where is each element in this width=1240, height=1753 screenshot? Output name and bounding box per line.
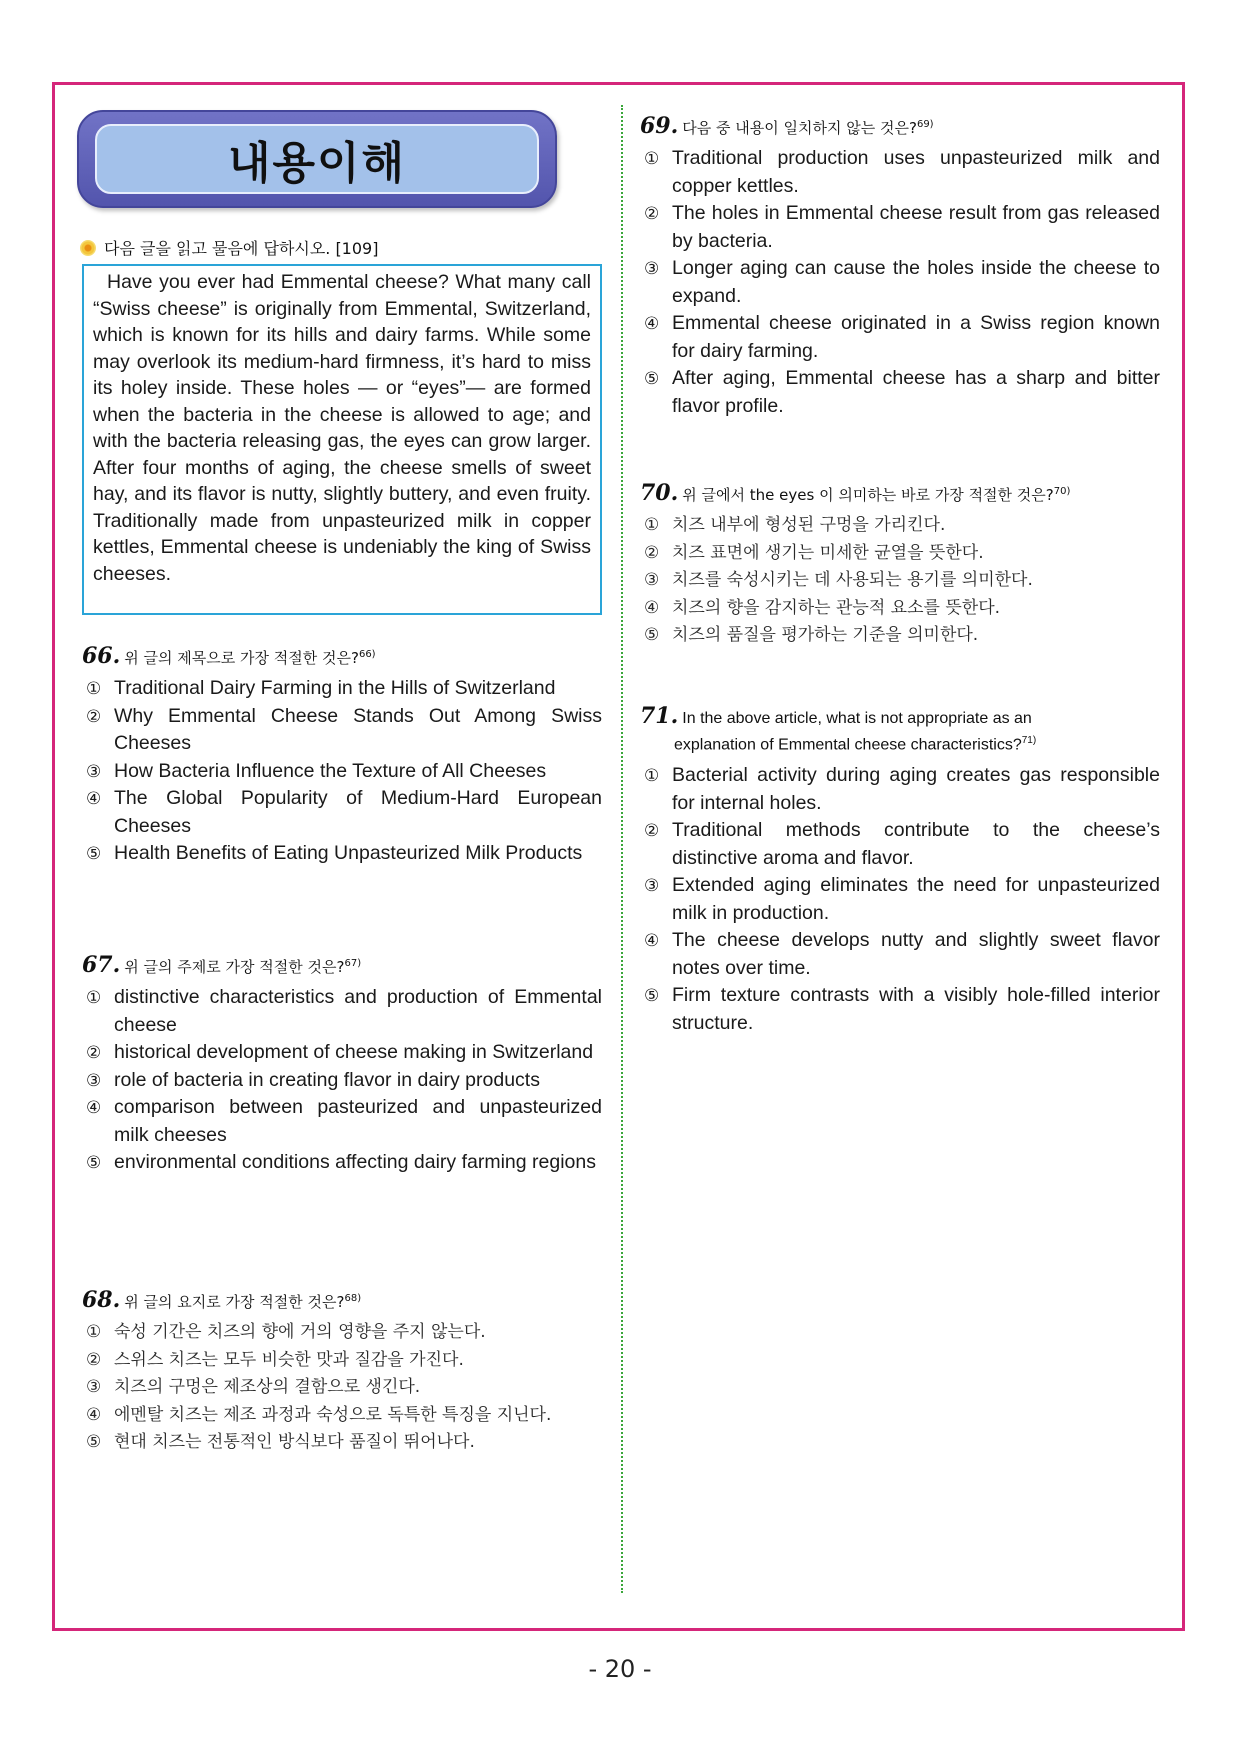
option-marker: ⑤ <box>86 1432 102 1452</box>
option-marker: ⑤ <box>644 369 660 388</box>
option-list <box>82 675 602 868</box>
page-number: - 20 - <box>588 1655 652 1683</box>
section-title-badge <box>77 110 557 208</box>
option-text: How Bacteria Influence the Texture of All Cheeses <box>114 759 547 782</box>
option-text: 치즈의 향을 감지하는 관능적 요소를 뜻한다. <box>672 597 1001 618</box>
option-2[interactable] <box>82 1039 602 1067</box>
footnote-ref: 66) <box>358 649 376 660</box>
question-number: 68. <box>82 1287 121 1313</box>
question-69 <box>640 113 1160 420</box>
question-header <box>640 113 1160 139</box>
option-5[interactable] <box>82 1149 602 1177</box>
option-marker: ⑤ <box>86 844 102 863</box>
option-text: Longer aging can cause the holes inside the cheese to expand. <box>672 257 1160 307</box>
option-list <box>82 984 602 1177</box>
section-title-inner <box>95 124 539 194</box>
option-marker: ③ <box>644 570 660 590</box>
footnote-ref: 70) <box>1053 486 1071 497</box>
option-marker: ② <box>86 706 102 726</box>
option-text: distinctive characteristics and production of Emmental cheese <box>114 986 602 1036</box>
question-header <box>82 1287 602 1313</box>
option-marker: ② <box>86 1349 102 1370</box>
option-2[interactable] <box>82 703 602 758</box>
option-marker: ③ <box>644 876 660 896</box>
option-text: 치즈의 품질을 평가하는 기준을 의미한다. <box>672 625 979 645</box>
instruction-line <box>80 236 378 259</box>
option-text: Bacterial activity during aging creates gas responsible for internal holes. <box>672 764 1160 814</box>
option-list <box>640 762 1160 1037</box>
option-4[interactable] <box>82 1094 602 1149</box>
option-5[interactable] <box>640 982 1160 1037</box>
question-68 <box>82 1287 602 1457</box>
option-3[interactable] <box>82 1067 602 1095</box>
option-text: historical development of cheese making in Switzerland <box>114 1041 594 1063</box>
option-marker: ① <box>644 766 660 786</box>
option-3[interactable] <box>640 567 1160 595</box>
option-4[interactable] <box>640 927 1160 982</box>
option-1[interactable] <box>82 1319 602 1347</box>
option-text: 에멘탈 치즈는 제조 과정과 숙성으로 독특한 특징을 지닌다. <box>114 1404 552 1425</box>
option-marker: ② <box>644 542 660 563</box>
reading-passage <box>82 264 602 615</box>
option-text: 숙성 기간은 치즈의 향에 거의 영향을 주지 않는다. <box>114 1322 486 1342</box>
option-marker: ① <box>644 149 660 168</box>
option-text: The Global Popularity of Medium-Hard European Cheeses <box>114 787 602 837</box>
section-title: 내용이해 <box>227 138 406 189</box>
option-text: 치즈 표면에 생기는 미세한 균열을 뜻한다. <box>672 542 984 563</box>
option-list <box>640 512 1160 650</box>
option-marker: ③ <box>86 761 102 781</box>
option-marker: ③ <box>644 259 660 278</box>
option-marker: ③ <box>86 1377 102 1397</box>
option-text: comparison between pasteurized and unpasteurized milk cheeses <box>114 1096 602 1146</box>
option-marker: ① <box>86 1322 102 1342</box>
question-header <box>640 705 1160 756</box>
option-text: Traditional production uses unpasteurized milk and copper kettles. <box>672 147 1160 197</box>
option-1[interactable] <box>640 762 1160 817</box>
option-2[interactable] <box>640 200 1160 255</box>
question-71 <box>640 705 1160 1037</box>
option-5[interactable] <box>82 840 602 868</box>
option-marker: ② <box>644 204 660 223</box>
option-text: 치즈를 숙성시키는 데 사용되는 용기를 의미한다. <box>672 570 1033 590</box>
option-marker: ① <box>86 988 102 1007</box>
question-header <box>82 952 602 978</box>
option-3[interactable] <box>640 872 1160 927</box>
option-marker: ② <box>644 821 660 841</box>
column-divider <box>621 105 623 1593</box>
question-number: 71. <box>640 703 679 729</box>
question-prompt: 다음 중 내용이 일치하지 않는 것은? <box>682 119 917 137</box>
option-text: Traditional methods contribute to the cheese’s distinctive aroma and flavor. <box>672 819 1160 869</box>
option-5[interactable] <box>82 1429 602 1457</box>
footnote-ref: 69) <box>916 119 934 130</box>
option-text: The cheese develops nutty and slightly sweet flavor notes over time. <box>672 929 1160 979</box>
option-1[interactable] <box>640 512 1160 540</box>
option-text: role of bacteria in creating flavor in dairy products <box>114 1068 540 1091</box>
footnote-ref: 68) <box>344 1293 362 1304</box>
option-text: 치즈의 구멍은 제조상의 결함으로 생긴다. <box>114 1377 421 1397</box>
option-3[interactable] <box>640 255 1160 310</box>
question-67 <box>82 952 602 1177</box>
option-5[interactable] <box>640 365 1160 420</box>
question-header <box>82 643 602 669</box>
option-marker: ④ <box>86 1404 102 1425</box>
option-2[interactable] <box>82 1347 602 1375</box>
option-marker: ⑤ <box>644 625 660 645</box>
option-text: Emmental cheese originated in a Swiss region known for dairy farming. <box>672 312 1160 362</box>
question-prompt: 위 글에서 the eyes 이 의미하는 바로 가장 적절한 것은? <box>682 486 1054 504</box>
option-3[interactable] <box>82 758 602 786</box>
option-text: Health Benefits of Eating Unpasteurized Milk Products <box>114 842 583 864</box>
question-prompt: In the above article, what is not appropriate as an <box>682 710 1032 727</box>
option-text: 치즈 내부에 형성된 구멍을 가리킨다. <box>672 515 946 535</box>
option-text: Firm texture contrasts with a visibly hole-filled interior structure. <box>672 984 1160 1034</box>
option-3[interactable] <box>82 1374 602 1402</box>
question-number: 69. <box>640 113 679 139</box>
instruction-text: 다음 글을 읽고 물음에 답하시오. [109] <box>104 239 379 258</box>
footnote-ref: 67) <box>344 958 362 969</box>
option-text: After aging, Emmental cheese has a sharp and bitter flavor profile. <box>672 367 1160 417</box>
option-marker: ④ <box>644 931 660 951</box>
footnote-ref: 71) <box>1021 735 1037 746</box>
option-marker: ① <box>644 515 660 535</box>
option-5[interactable] <box>640 622 1160 650</box>
option-4[interactable] <box>640 595 1160 623</box>
option-text: Extended aging eliminates the need for unpasteurized milk in production. <box>672 874 1160 924</box>
option-1[interactable] <box>82 984 602 1039</box>
option-marker: ③ <box>86 1070 102 1090</box>
question-number: 67. <box>82 952 121 978</box>
question-prompt: 위 글의 요지로 가장 적절한 것은? <box>124 1293 345 1311</box>
option-text: 스위스 치즈는 모두 비슷한 맛과 질감을 가진다. <box>114 1349 464 1370</box>
option-text: Why Emmental Cheese Stands Out Among Swiss Cheeses <box>114 704 602 754</box>
option-marker: ① <box>86 679 102 698</box>
option-marker: ④ <box>644 597 660 618</box>
option-marker: ④ <box>644 314 660 333</box>
flower-icon <box>80 240 96 256</box>
option-list <box>640 145 1160 420</box>
option-marker: ④ <box>86 789 102 808</box>
option-text: 현대 치즈는 전통적인 방식보다 품질이 뛰어나다. <box>114 1432 475 1452</box>
passage-text: Have you ever had Emmental cheese? What many call “Swiss cheese” is originally from Emmental, Switzerland, which is known for its hills and dairy farms. While some may overlook its medium-hard firmness, it’s hard to miss its holey inside. These holes — or “eyes”— are formed when the bacteria in the cheese is allowed to age; and with the bacteria releasing gas, the eyes can grow larger. After four months of aging, the cheese smells of sweet hay, and its flavor is nutty, slightly buttery, and even fruity. Traditionally made from unpasteurized milk in copper kettles, Emmental cheese is undeniably the king of Swiss cheeses. <box>93 271 591 585</box>
question-prompt: 위 글의 제목으로 가장 적절한 것은? <box>124 649 359 667</box>
option-1[interactable] <box>640 145 1160 200</box>
option-text: environmental conditions affecting dairy farming regions <box>114 1151 596 1173</box>
option-4[interactable] <box>82 1402 602 1430</box>
option-list <box>82 1319 602 1457</box>
question-prompt: 위 글의 주제로 가장 적절한 것은? <box>124 958 345 976</box>
option-marker: ④ <box>86 1098 102 1117</box>
option-4[interactable] <box>82 785 602 840</box>
option-text: Traditional Dairy Farming in the Hills of Switzerland <box>114 677 556 699</box>
option-1[interactable] <box>82 675 602 703</box>
option-2[interactable] <box>640 817 1160 872</box>
option-2[interactable] <box>640 540 1160 568</box>
question-prompt-continued <box>640 730 1160 756</box>
option-marker: ② <box>86 1043 102 1062</box>
question-number: 66. <box>82 643 121 669</box>
question-number: 70. <box>640 480 679 506</box>
option-4[interactable] <box>640 310 1160 365</box>
question-66 <box>82 643 602 868</box>
option-text: The holes in Emmental cheese result from gas released by bacteria. <box>672 202 1160 252</box>
option-marker: ⑤ <box>86 1153 102 1172</box>
option-marker: ⑤ <box>644 986 660 1006</box>
question-70 <box>640 480 1160 650</box>
question-header <box>640 480 1160 506</box>
question-prompt-line2: explanation of Emmental cheese characteristics? <box>674 736 1022 754</box>
